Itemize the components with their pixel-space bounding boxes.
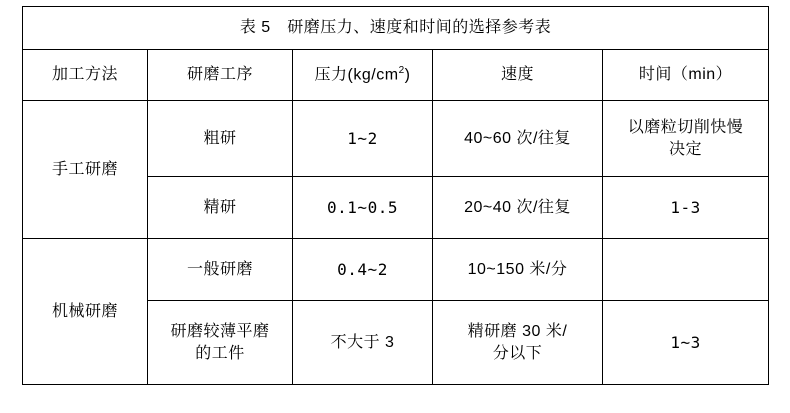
cell-pressure: 0.4~2 <box>293 239 433 301</box>
table-caption: 表 5 研磨压力、速度和时间的选择参考表 <box>23 7 769 50</box>
cell-speed-line2: 分以下 <box>492 344 543 362</box>
cell-pressure: 1~2 <box>293 101 433 177</box>
column-header-time: 时间（min） <box>603 50 769 101</box>
cell-process: 精研 <box>148 177 293 239</box>
cell-time <box>603 101 769 177</box>
cell-method-manual: 手工研磨 <box>23 101 148 239</box>
table-row <box>23 239 769 301</box>
table-header-row <box>23 50 769 101</box>
table-caption-row <box>23 7 769 50</box>
column-header-pressure <box>293 50 433 101</box>
column-header-method: 加工方法 <box>23 50 148 101</box>
cell-pressure: 不大于 3 <box>293 301 433 385</box>
cell-time-line1: 以磨粒切削快慢 <box>627 118 744 136</box>
cell-speed: 10~150 米/分 <box>433 239 603 301</box>
pressure-unit-exponent: 2 <box>398 65 405 77</box>
cell-process <box>148 301 293 385</box>
reference-table <box>22 6 769 385</box>
cell-speed <box>433 301 603 385</box>
column-header-speed: 速度 <box>433 50 603 101</box>
cell-time: 1-3 <box>603 177 769 239</box>
cell-speed-line1: 精研磨 30 米/ <box>467 322 568 340</box>
cell-process: 一般研磨 <box>148 239 293 301</box>
column-header-process: 研磨工序 <box>148 50 293 101</box>
cell-process-line1: 研磨较薄平磨 <box>170 322 270 340</box>
cell-process-line2: 的工件 <box>195 344 245 362</box>
cell-process: 粗研 <box>148 101 293 177</box>
table-row <box>23 101 769 177</box>
cell-speed: 20~40 次/往复 <box>433 177 603 239</box>
cell-time: 1~3 <box>603 301 769 385</box>
cell-time <box>603 239 769 301</box>
cell-speed: 40~60 次/往复 <box>433 101 603 177</box>
cell-time-line2: 决定 <box>669 140 703 158</box>
pressure-header-text: 压力(kg/cm <box>314 66 399 84</box>
cell-pressure: 0.1~0.5 <box>293 177 433 239</box>
cell-method-mechanical: 机械研磨 <box>23 239 148 385</box>
pressure-header-tail: ) <box>404 66 411 84</box>
